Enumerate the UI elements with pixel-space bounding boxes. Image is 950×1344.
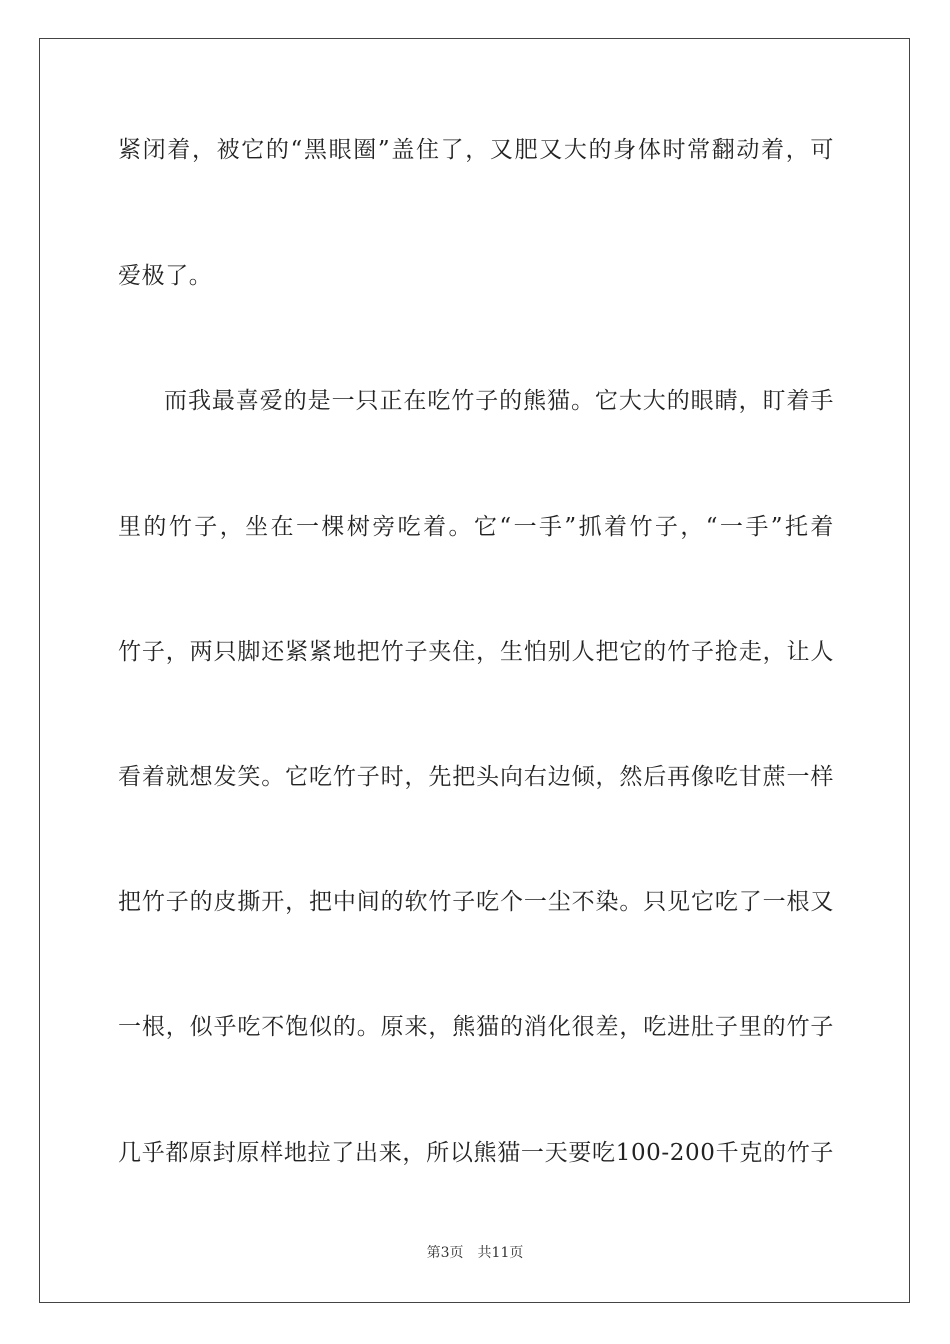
text-line: 把竹子的皮撕开，把中间的软竹子吃个一尘不染。只见它吃了一根又	[118, 889, 834, 915]
text-line: 里的竹子，坐在一棵树旁吃着。它“一手”抓着竹子，“一手”托着	[118, 514, 834, 540]
text-line: 一根，似乎吃不饱似的。原来，熊猫的消化很差，吃进肚子里的竹子	[118, 1014, 834, 1040]
text-line: 几乎都原封原样地拉了出来，所以熊猫一天要吃100-200千克的竹子	[118, 1140, 834, 1166]
text-line: 紧闭着，被它的“黑眼圈”盖住了，又肥又大的身体时常翻动着，可	[118, 137, 834, 163]
page-total: 共11页	[477, 1245, 524, 1261]
page-border	[39, 38, 910, 1303]
text-line: 爱极了。	[118, 263, 213, 289]
text-line: 看着就想发笑。它吃竹子时，先把头向右边倾，然后再像吃甘蔗一样	[118, 764, 834, 790]
page-number: 第3页	[426, 1245, 464, 1261]
text-line: 而我最喜爱的是一只正在吃竹子的熊猫。它大大的眼睛，盯着手	[164, 388, 834, 414]
text-line: 竹子，两只脚还紧紧地把竹子夹住，生怕别人把它的竹子抢走，让人	[118, 639, 834, 665]
page-footer	[0, 1244, 950, 1262]
